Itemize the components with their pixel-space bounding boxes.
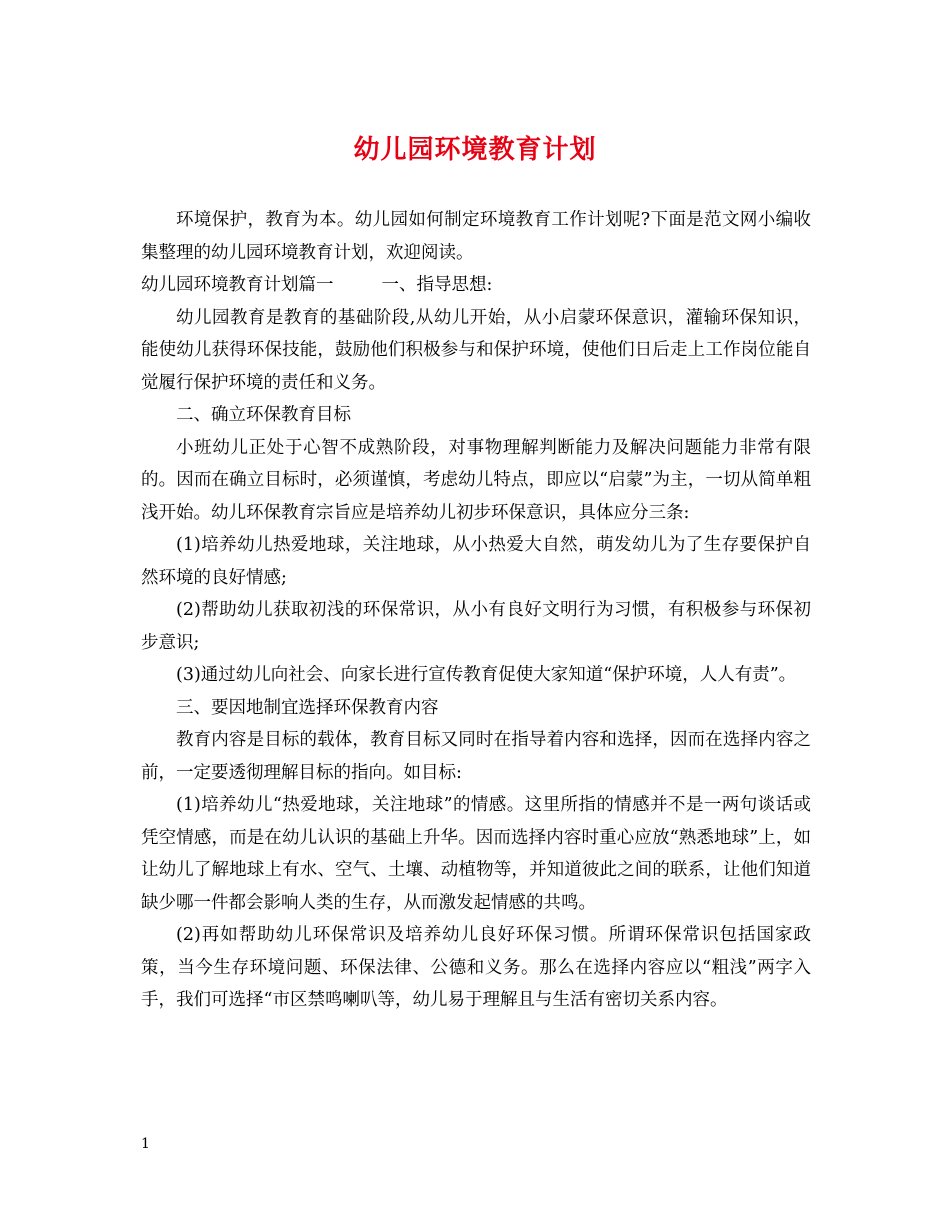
list-item-content-1: (1)培养幼儿“热爱地球，关注地球”的情感。这里所指的情感并不是一两句谈话或凭空情感，而是在幼儿认识的基础上升华。因而选择内容时重心应放“熟悉地球”上，如让幼儿了解地球上有水、空气、土壤、动植物等，并知道彼此之间的联系，让他们知道缺少哪一件都会影响人类的生存，从而激发起情感的共鸣。 [141,795,811,913]
list-item-goal-2: (2)帮助幼儿获取初浅的环保常识，从小有良好文明行为习惯，有积极参与环保初步意识; [141,600,811,653]
section-label-plan-one: 幼儿园环境教育计划篇一 [141,275,334,295]
section-heading-guiding-ideology: 一、指导思想: [381,275,493,295]
section-heading-content: 三、要因地制宜选择环保教育内容 [176,697,439,718]
section-heading-line [141,269,811,302]
paragraph-goals: 小班幼儿正处于心智不成熟阶段，对事物理解判断能力及解决问题能力非常有限的。因而在确立目标时，必须谨慎，考虑幼儿特点，即应以“启蒙”为主，一切从简单粗浅开始。幼儿环保教育宗旨应是培养幼儿初步环保意识，具体应分三条: [141,437,811,523]
paragraph-content: 教育内容是目标的载体，教育目标又同时在指导着内容和选择，因而在选择内容之前，一定要透彻理解目标的指向。如目标: [141,730,811,783]
section-heading-goals: 二、确立环保教育目标 [176,405,351,425]
document-body [141,204,811,1017]
list-item-goal-1: (1)培养幼儿热爱地球，关注地球，从小热爱大自然，萌发幼儿为了生存要保护自然环境的良好情感; [141,535,811,588]
page-number: 1 [141,1136,150,1152]
list-item-goal-3: (3)通过幼儿向社会、向家长进行宣传教育促使大家知道“保护环境，人人有责”。 [176,665,797,685]
intro-paragraph: 环境保护，教育为本。幼儿园如何制定环境教育工作计划呢?下面是范文网小编收集整理的幼儿园环境教育计划，欢迎阅读。 [141,210,811,263]
document-title: 幼儿园环境教育计划 [353,135,597,165]
paragraph-guiding-ideology: 幼儿园教育是教育的基础阶段,从幼儿开始，从小启蒙环保意识，灌输环保知识，能使幼儿获得环保技能，鼓励他们积极参与和保护环境，使他们日后走上工作岗位能自觉履行保护环境的责任和义务。 [141,307,811,393]
list-item-content-2: (2)再如帮助幼儿环保常识及培养幼儿良好环保习惯。所谓环保常识包括国家政策，当今生存环境问题、环保法律、公德和义务。那么在选择内容应以“粗浅”两字入手，我们可选择“市区禁鸣喇叭等，幼儿易于理解且与生活有密切关系内容。 [141,925,811,1010]
